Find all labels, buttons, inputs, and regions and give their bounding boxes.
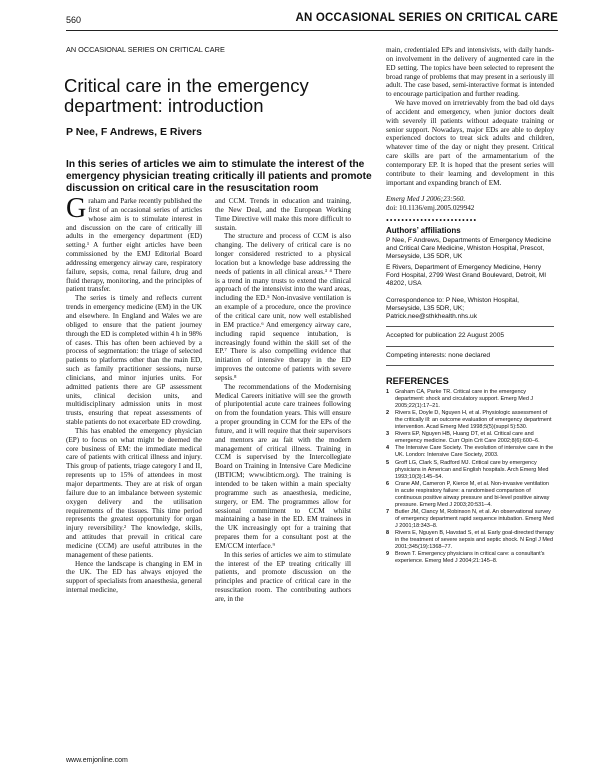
reference-item: 4 The Intensive Care Society. The evolution of intensive care in the UK. London: Intensive Care Society, 2003. — [386, 445, 554, 459]
reference-item: 3 Rivers EP, Nguyen HB, Huang DT, et al. Critical care and emergency medicine. Curr Opin Crit Care 2002;8(6):600–6. — [386, 431, 540, 445]
sidebar-divider — [386, 365, 554, 366]
body-paragraph: In this series of articles we aim to stimulate the interest of the EP treating critically ill patients, and promote discussion on the principles and practice of critical care in the resuscitation room. The contributing authors are, in the — [215, 550, 351, 603]
body-paragraph: We have moved on irretrievably from the bad old days of accident and emergency, when junior doctors dealt with severely ill patients without adequate training or senior support. Nowadays, major EDs are able to deploy experienced doctors to treat sick adults and children, whatever time of the day or night they present. Critical care skills are part of the armamentarium of the contemporary EP. It is hoped that the present series will contribute to their learning and development in this important and expanding branch of EM. — [386, 99, 554, 187]
reference-item: 8 Rivers E, Nguyen B, Havstad S, et al. Early goal-directed therapy in the treatment of severe sepsis and septic shock. N Engl J Med 2001;345(19):1368–77. — [386, 529, 554, 550]
section-dots-divider: •••••••••••••••••••••••• — [386, 215, 478, 225]
citation-doi[interactable]: doi: 10.1136/emj.2005.029942 — [386, 203, 475, 212]
body-paragraph: The series is timely and reflects current trends in emergency medicine (EM) in the UK and elsewhere. In England and Wales we are obliged to ensure that the patient journey through the ED is completed within 4 h in 98% of cases. This has often been achieved by a process of segmentation: the triage of selected patients to platforms other than the main ED, such as family practitioner sessions, nurse clinicians, and minor injuries units. For admitted patients there are GP assessment units, clinical decision units, and multidisciplinary admission units in most trusts, ensuring that repeat assessments of stable patients do not exacerbate ED crowding. — [66, 294, 202, 427]
article-abstract: In this series of articles we aim to stimulate the interest of the emergency physician treating critically ill patients and promote discussion on critical care in the resuscitation room — [66, 159, 372, 194]
running-header: AN OCCASIONAL SERIES ON CRITICAL CARE — [295, 12, 558, 24]
references-heading: REFERENCES — [386, 376, 449, 387]
header-rule — [66, 30, 558, 31]
citation-journal: Emerg Med J 2006;23:560. — [386, 194, 466, 203]
body-column-3 — [386, 46, 554, 565]
body-paragraph: The recommendations of the Modernising Medical Careers initiative will see the growth of pluripotential acute care trainees following on from the foundation years. This will ensure a proper grounding in CCM for the EPs of the future, and it will require that their supervisors and mentors are au fait with the modern management of critical illness. Training in CCM is supervised by the Intercollegiate Board on Training in Intensive Care Medicine (IBTICM; www.ibticm.org). The training is intended to be taken within a main specialty programme such as anaesthesia, medicine, surgery, or EM. The programmes allow for sessional commitment to CCM whilst maintaining a base in the ED. EM trainees in the UK increasingly opt for a training that prepares them for a consultant post at the EM/CCM interface.⁹ — [215, 382, 351, 550]
sidebar-divider — [386, 346, 554, 347]
reference-item: 2 Rivers E, Doyle D, Nguyen H, et al. Physiologic assessment of the critically ill: an outcome evaluation of emergency department intervention. Acad Emerg Med 1998;5(5)(suppl 5):530. — [386, 410, 552, 430]
affiliation-2: E Rivers, Department of Emergency Medicine, Henry Ford Hospital, 2799 West Grand Boulevard, Detroit, MI 48202, USA — [386, 263, 547, 288]
article-authors: P Nee, F Andrews, E Rivers — [66, 126, 202, 138]
body-column-1 — [66, 193, 202, 595]
affiliations-heading: Authors’ affiliations — [386, 225, 461, 235]
correspondence: Correspondence to: P Nee, Whiston Hospital, Merseyside, L35 5DR, UK; Patrick.nee@sthkhealth.nhs.uk — [386, 296, 519, 321]
affiliation-1: P Nee, F Andrews, Departments of Emergency Medicine and Critical Care Medicine, Whiston Hospital, Prescot, Merseyside, L35 5DR, UK — [386, 236, 552, 261]
competing-interests: Competing interests: none declared — [386, 351, 491, 359]
reference-item: 9 Brown T. Emergency physicians in critical care: a consultant's experience. Emerg Med J 2004;21:145–8. — [386, 551, 545, 564]
reference-item: 1 Graham CA, Parke TR. Critical care in the emergency department: shock and circulatory support. Emerg Med J 2005;22(1):17–21. — [386, 389, 534, 409]
page-number: 560 — [66, 15, 82, 25]
body-paragraph: Graham and Parke recently published the first of an occasional series of articles whose aim is to stimulate interest in and discussion on the care of critically ill adults in the emergency department (ED) setting.¹ A further eight articles have been commissioned by the EMJ Editorial Board addressing emergency airway care, respiratory failure, sepsis, coma, renal failure, drug and fluid therapy, monitoring, and the principles of patient transfer. — [66, 193, 202, 294]
sidebar-divider — [386, 326, 554, 327]
accepted-date: Accepted for publication 22 August 2005 — [386, 332, 505, 340]
body-paragraph: main, credentialed EPs and intensivists, with daily hands-on involvement in the delivery of augmented care in the ED setting. The topics have been selected to represent the broad range of problems that may present in a seriously ill adult. The case based, semi-interactive format is intended to encourage participation and further reading. — [386, 46, 554, 99]
article-title: Critical care in the emergency department: introduction — [64, 75, 309, 116]
footer-url-link[interactable]: www.emjonline.com — [66, 757, 128, 764]
affiliations-box — [386, 227, 554, 367]
drop-cap: G — [66, 193, 87, 224]
reference-item: 7 Butler JM, Clancy M, Robinson N, et al. An observational survey of emergency department rapid sequence intubation. Emerg Med J 2001;18:343–8. — [386, 508, 554, 529]
reference-item: 5 Groff LG, Clark S, Radford MJ. Critical care by emergency physicians in American and English hospitals. Arch Emerg Med 1993;10(3):145–54. — [386, 459, 549, 480]
body-column-2 — [215, 197, 351, 604]
citation — [386, 195, 554, 213]
body-paragraph: and CCM. Trends in education and training, the New Deal, and the European Working Time Directive will make this more difficult to sustain. — [215, 197, 351, 232]
body-paragraph: The structure and process of CCM is also changing. The delivery of critical care is no longer considered restricted to a physical location but a knowledge base addressing the needs of patients in all clinical areas.³ ⁴ There is a trend in many trusts to extend the clinical approach of the intensivist into the ward areas, including the ED.⁵ Non-invasive ventilation is an example of a procedure, once the province of the critical care unit, now well established in EM practice.⁶ And emergency airway care, including rapid sequence intubation, is increasingly found within the skill set of the EP.⁷ There is also compelling evidence that initiation of intensive therapy in the ED improves the outcome of patients with severe sepsis.⁸ — [215, 232, 351, 382]
references-section — [386, 376, 554, 565]
series-subtitle: AN OCCASIONAL SERIES ON CRITICAL CARE — [66, 45, 225, 54]
reference-item: 6 Crane AM, Cameron P, Kierce M, et al. Non-invasive ventilation in acute respiratory failure: a randomised comparison of continuous positive airway pressure and bi-level positive airway pressure. Emerg Med J 2003;20:531–4. — [386, 480, 550, 508]
references-list — [386, 389, 554, 565]
body-paragraph: This has enabled the emergency physician (EP) to focus on what might be deemed the core business of EM: the immediate medical care of patients with critical illness and injury. This group of patients, triage category I and II, represents up to 15% of attendees in most major departments. They are at risk of organ failure due to an imbalance between systemic oxygen delivery and the utilisation requirements of the tissues. This time period represents the greatest opportunity for organ injury reversibility.² The knowledge, skills, and attitudes that prevail in critical care medicine (CCM) are useful attributes in the management of these patients. — [66, 426, 202, 559]
body-paragraph: Hence the landscape is changing in EM in the UK. The ED has always enjoyed the support of specialists from anaesthesia, general internal medicine, — [66, 559, 202, 595]
